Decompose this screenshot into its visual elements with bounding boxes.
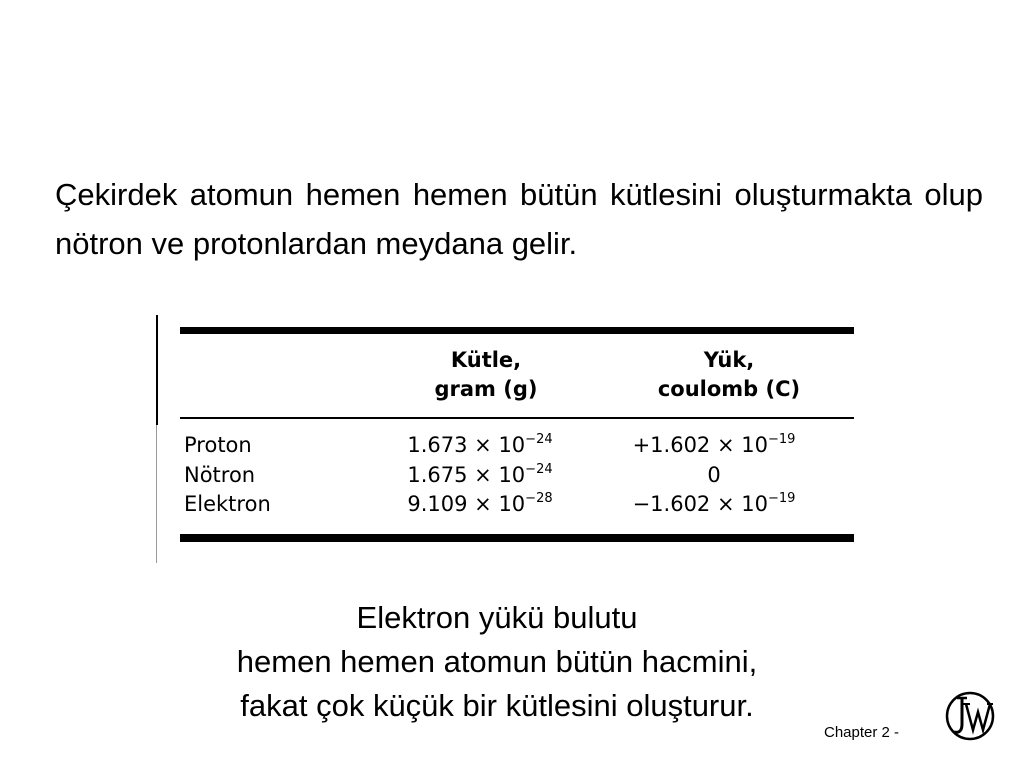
- intro-paragraph: Çekirdek atomun hemen hemen bütün kütlesini oluşturmakta olup nötron ve protonlardan meydana gelir.: [55, 177, 983, 261]
- table-row: [184, 490, 854, 520]
- closing-line-2: hemen hemen atomun bütün hacmini,: [236, 644, 758, 679]
- chapter-label: Chapter 2 -: [824, 724, 900, 741]
- publisher-logo-icon: [944, 688, 996, 744]
- table-left-border: [156, 315, 158, 425]
- particle-name: Proton: [184, 433, 252, 457]
- header-mass-line2: gram (g): [434, 377, 538, 401]
- header-mass: [376, 346, 596, 404]
- table-bottom-rule: [180, 534, 854, 542]
- header-mass-line1: Kütle,: [450, 348, 522, 372]
- closing-text: [150, 596, 844, 728]
- header-charge-line1: Yük,: [703, 348, 755, 372]
- particle-mass: $1.673 \times 10^{-24}$: [407, 432, 553, 457]
- particle-charge: $+1.602 \times 10^{-19}$: [632, 432, 796, 457]
- closing-line-3: fakat çok küçük bir kütlesini oluşturur.: [240, 688, 754, 723]
- particle-table: [156, 315, 856, 563]
- table-header-rule: [180, 417, 854, 419]
- closing-line-1: Elektron yükü bulutu: [356, 600, 638, 635]
- table-row: [184, 461, 854, 491]
- particle-charge: 0: [707, 462, 721, 487]
- table-row: [184, 431, 854, 461]
- particle-mass: $1.675 \times 10^{-24}$: [407, 461, 553, 487]
- particle-mass: $9.109 \times 10^{-28}$: [407, 491, 553, 516]
- table-top-rule: [180, 327, 854, 334]
- table-body: [184, 431, 854, 520]
- particle-name: Nötron: [184, 462, 256, 487]
- particle-name: Elektron: [184, 492, 271, 516]
- header-charge: [619, 346, 839, 404]
- table-left-border-faint: [156, 425, 157, 563]
- header-charge-line2: coulomb (C): [657, 377, 801, 401]
- particle-charge: $-1.602 \times 10^{-19}$: [632, 491, 796, 516]
